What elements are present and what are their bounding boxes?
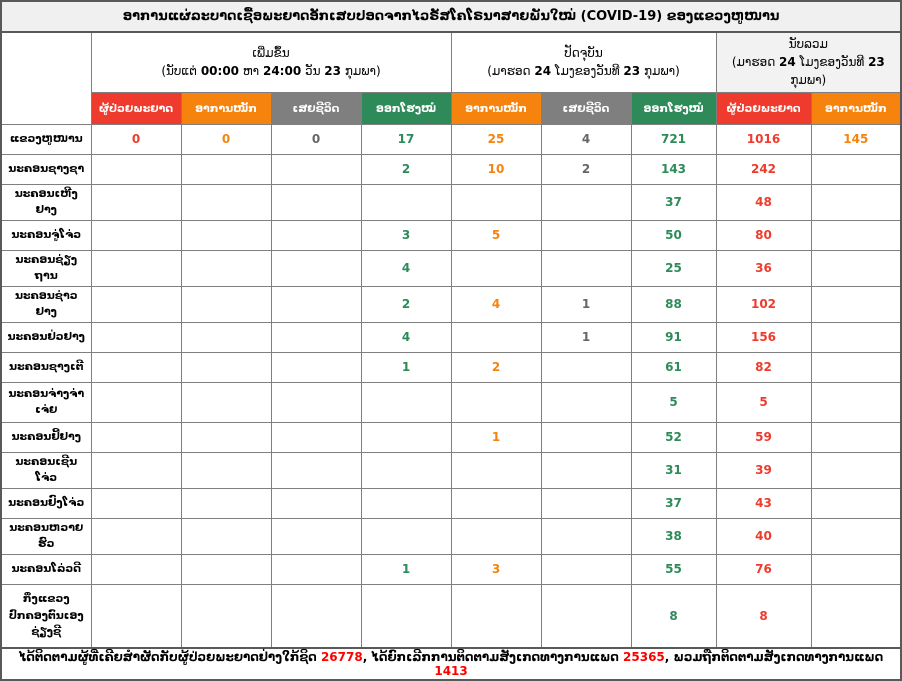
page-title: ອາການແຜ່ລະບາດເຊື້ອພະຍາດອັກເສບປອດຈາກໄວຣັສໂຄໂຣນາສາຍພັນໃໝ່ (COVID-19) ຂອງແຂວງຫູໜານ	[1, 1, 901, 32]
row-label: ກິ່ງແຂວງປົກຄອງຕົນເອງຊ່ຽງຊີ	[1, 584, 91, 648]
data-cell	[361, 184, 451, 220]
group-subtitle	[98, 63, 445, 80]
row-label: ນະຄອນຈູ່ໂຈ່ວ	[1, 220, 91, 250]
table-row	[1, 286, 901, 322]
data-cell: 2	[451, 352, 541, 382]
data-cell	[181, 518, 271, 554]
column-header: ຜູ້ປ່ວຍພະຍາດ	[91, 92, 181, 124]
data-cell	[811, 488, 901, 518]
data-cell: 4	[361, 250, 451, 286]
data-cell: 52	[631, 422, 716, 452]
data-cell	[811, 250, 901, 286]
data-cell: 36	[716, 250, 811, 286]
data-cell	[271, 488, 361, 518]
data-cell: 39	[716, 452, 811, 488]
row-label: ນະຄອນຈ່າງຈ່າເຈ່ຍ	[1, 382, 91, 422]
data-cell: 17	[361, 124, 451, 154]
text-segment: 26778	[320, 650, 363, 664]
table-row	[1, 382, 901, 422]
text-segment: 24:00	[262, 64, 302, 79]
group-header-2	[451, 32, 716, 92]
data-cell	[91, 518, 181, 554]
data-cell: 2	[541, 154, 631, 184]
data-cell	[451, 452, 541, 488]
group-header-row	[1, 32, 901, 92]
data-cell	[271, 422, 361, 452]
data-cell: 1	[451, 422, 541, 452]
data-cell	[181, 250, 271, 286]
data-cell: 10	[451, 154, 541, 184]
data-cell	[811, 220, 901, 250]
data-cell	[181, 286, 271, 322]
data-cell	[541, 518, 631, 554]
data-cell	[91, 584, 181, 648]
data-cell: 37	[631, 184, 716, 220]
column-header: ເສຍຊີວິດ	[541, 92, 631, 124]
data-cell: 50	[631, 220, 716, 250]
data-cell: 25	[451, 124, 541, 154]
data-cell	[181, 154, 271, 184]
data-cell	[361, 488, 451, 518]
data-cell: 145	[811, 124, 901, 154]
data-cell	[271, 286, 361, 322]
data-cell: 4	[361, 322, 451, 352]
text-segment: (ມາຮອດ	[731, 55, 780, 70]
table-row	[1, 154, 901, 184]
data-cell	[451, 584, 541, 648]
text-segment: ຫາ	[239, 64, 263, 79]
group-title: ປັດຈຸບັນ	[564, 45, 603, 60]
table-row	[1, 518, 901, 554]
column-header: ອາການໜັກ	[181, 92, 271, 124]
text-segment: ກຸມພາ)	[341, 64, 381, 79]
text-segment: ໂມງຂອງວັນທີ	[795, 55, 869, 70]
data-cell	[361, 422, 451, 452]
text-segment: 00:00	[200, 64, 240, 79]
data-cell	[91, 250, 181, 286]
row-label: ນະຄອນຊ່ຽງຖານ	[1, 250, 91, 286]
data-cell: 1	[541, 286, 631, 322]
data-cell	[451, 184, 541, 220]
row-label: ນະຄອນໂລ່ວດີ	[1, 554, 91, 584]
data-cell	[91, 488, 181, 518]
data-cell	[811, 322, 901, 352]
group-title: ເພີ່ມຂຶ້ນ	[252, 45, 290, 60]
data-cell	[541, 452, 631, 488]
group-header-1	[91, 32, 451, 92]
data-cell: 4	[541, 124, 631, 154]
row-label: ນະຄອນຊາງເຕີ	[1, 352, 91, 382]
data-cell	[541, 220, 631, 250]
data-cell	[811, 154, 901, 184]
table-row	[1, 184, 901, 220]
text-segment: , ພວມຖືກຕິດຕາມສັງເກດທາງການແພດ	[664, 650, 884, 664]
data-cell	[811, 518, 901, 554]
data-cell	[91, 184, 181, 220]
data-cell: 31	[631, 452, 716, 488]
data-cell	[811, 452, 901, 488]
data-cell	[271, 382, 361, 422]
data-cell	[271, 322, 361, 352]
data-cell: 80	[716, 220, 811, 250]
data-cell	[271, 554, 361, 584]
row-label: ນະຄອນຢີ້ຢາງ	[1, 422, 91, 452]
column-header: ເສຍຊີວິດ	[271, 92, 361, 124]
data-cell	[541, 422, 631, 452]
row-label: ນະຄອນເຫີງຢາງ	[1, 184, 91, 220]
data-cell: 3	[451, 554, 541, 584]
table-row	[1, 250, 901, 286]
text-segment: ກຸມພາ)	[790, 72, 827, 87]
data-cell	[271, 352, 361, 382]
data-cell: 5	[716, 382, 811, 422]
table-row	[1, 584, 901, 648]
group-subtitle	[723, 54, 895, 89]
text-segment: 24	[534, 64, 552, 79]
data-cell	[271, 584, 361, 648]
data-cell: 76	[716, 554, 811, 584]
data-cell	[91, 452, 181, 488]
data-cell	[91, 154, 181, 184]
data-cell	[541, 554, 631, 584]
data-cell: 55	[631, 554, 716, 584]
data-cell	[181, 382, 271, 422]
footer-row	[1, 648, 901, 680]
data-cell	[181, 422, 271, 452]
title-row	[1, 1, 901, 32]
data-cell: 40	[716, 518, 811, 554]
data-cell	[451, 322, 541, 352]
data-cell: 0	[271, 124, 361, 154]
row-label: ນະຄອນຫວາຍຮົວ	[1, 518, 91, 554]
data-cell	[361, 518, 451, 554]
data-cell	[811, 352, 901, 382]
data-cell: 88	[631, 286, 716, 322]
text-segment: 23	[868, 55, 885, 70]
data-cell	[271, 250, 361, 286]
text-segment: , ໄດ້ຍົກເລີກການຕິດຕາມສັງເກດທາງການແພດ	[362, 650, 624, 664]
row-label: ນະຄອນຢົງໂຈ່ວ	[1, 488, 91, 518]
data-cell	[361, 452, 451, 488]
data-cell: 25	[631, 250, 716, 286]
text-segment: ໂມງຂອງວັນທີ	[551, 64, 624, 79]
text-segment: ວັນ	[301, 64, 325, 79]
text-segment: ໄດ້ຕິດຕາມຜູ້ທີ່ເຄີຍສຳຜັດກັບຜູ້ປ່ວຍພະຍາດຢ່າງໃກ້ຊິດ	[18, 650, 321, 664]
data-cell	[811, 286, 901, 322]
text-segment: (ນັບແຕ່	[161, 64, 201, 79]
group-header-3	[716, 32, 901, 92]
table-row	[1, 124, 901, 154]
data-cell	[541, 382, 631, 422]
data-cell: 1	[361, 554, 451, 584]
data-cell: 48	[716, 184, 811, 220]
data-cell	[271, 184, 361, 220]
data-cell: 8	[716, 584, 811, 648]
data-cell	[91, 220, 181, 250]
data-cell: 1	[361, 352, 451, 382]
data-cell	[91, 554, 181, 584]
data-cell	[361, 382, 451, 422]
corner-cell	[1, 32, 91, 124]
data-cell	[541, 184, 631, 220]
data-cell: 38	[631, 518, 716, 554]
table-row	[1, 322, 901, 352]
data-cell	[541, 488, 631, 518]
data-cell	[451, 518, 541, 554]
column-header: ອອກໂຮງໝໍ	[361, 92, 451, 124]
data-cell	[541, 352, 631, 382]
text-segment: 23	[623, 64, 641, 79]
column-header: ອາການໜັກ	[451, 92, 541, 124]
data-cell	[271, 452, 361, 488]
data-cell	[451, 488, 541, 518]
table-row	[1, 488, 901, 518]
data-cell: 59	[716, 422, 811, 452]
table-row	[1, 452, 901, 488]
column-header-row	[1, 92, 901, 124]
data-cell	[91, 422, 181, 452]
data-cell: 4	[451, 286, 541, 322]
table-row	[1, 220, 901, 250]
data-cell: 43	[716, 488, 811, 518]
data-cell	[181, 452, 271, 488]
data-cell	[181, 488, 271, 518]
table-row	[1, 352, 901, 382]
column-header: ຜູ້ປ່ວຍພະຍາດ	[716, 92, 811, 124]
data-cell: 82	[716, 352, 811, 382]
table-row	[1, 554, 901, 584]
data-cell	[541, 584, 631, 648]
data-cell	[271, 518, 361, 554]
data-cell	[451, 382, 541, 422]
data-cell	[91, 322, 181, 352]
data-cell	[181, 220, 271, 250]
data-cell	[541, 250, 631, 286]
footer-note	[1, 648, 901, 680]
data-cell: 0	[91, 124, 181, 154]
group-subtitle	[458, 63, 710, 80]
data-cell	[811, 382, 901, 422]
data-cell	[91, 382, 181, 422]
row-label: ນະຄອນເຊີນໂຈ່ວ	[1, 452, 91, 488]
data-cell	[271, 154, 361, 184]
data-cell	[181, 554, 271, 584]
data-cell	[181, 184, 271, 220]
text-segment: (ມາຮອດ	[487, 64, 535, 79]
data-cell: 1	[541, 322, 631, 352]
data-cell	[811, 554, 901, 584]
column-header: ອາການໜັກ	[811, 92, 901, 124]
data-cell	[181, 584, 271, 648]
row-label: ນະຄອນຢ່ວຢາງ	[1, 322, 91, 352]
data-cell: 61	[631, 352, 716, 382]
data-cell	[271, 220, 361, 250]
data-cell: 1016	[716, 124, 811, 154]
text-segment: ກຸມພາ)	[640, 64, 680, 79]
data-cell: 102	[716, 286, 811, 322]
data-cell: 8	[631, 584, 716, 648]
data-cell: 2	[361, 154, 451, 184]
data-cell: 5	[631, 382, 716, 422]
data-cell	[811, 184, 901, 220]
data-cell: 143	[631, 154, 716, 184]
data-cell: 5	[451, 220, 541, 250]
data-cell	[361, 584, 451, 648]
data-cell: 3	[361, 220, 451, 250]
text-segment: 1413	[434, 664, 468, 678]
text-segment: 23	[324, 64, 341, 79]
column-header: ອອກໂຮງໝໍ	[631, 92, 716, 124]
data-cell: 37	[631, 488, 716, 518]
table-row	[1, 422, 901, 452]
data-cell: 91	[631, 322, 716, 352]
data-cell: 2	[361, 286, 451, 322]
data-cell: 721	[631, 124, 716, 154]
group-title: ນັບລວມ	[788, 37, 828, 52]
row-label: ນະຄອນຊາງຊາ	[1, 154, 91, 184]
data-cell: 242	[716, 154, 811, 184]
data-cell: 156	[716, 322, 811, 352]
data-cell	[91, 352, 181, 382]
data-cell	[451, 250, 541, 286]
text-segment: 25365	[623, 650, 665, 664]
data-cell	[181, 322, 271, 352]
data-cell	[811, 422, 901, 452]
data-cell	[91, 286, 181, 322]
row-label: ນະຄອນຊ່າວຢາງ	[1, 286, 91, 322]
data-cell: 0	[181, 124, 271, 154]
text-segment: 24	[779, 55, 796, 70]
data-cell	[811, 584, 901, 648]
data-cell	[181, 352, 271, 382]
row-label: ແຂວງຫູໜານ	[1, 124, 91, 154]
